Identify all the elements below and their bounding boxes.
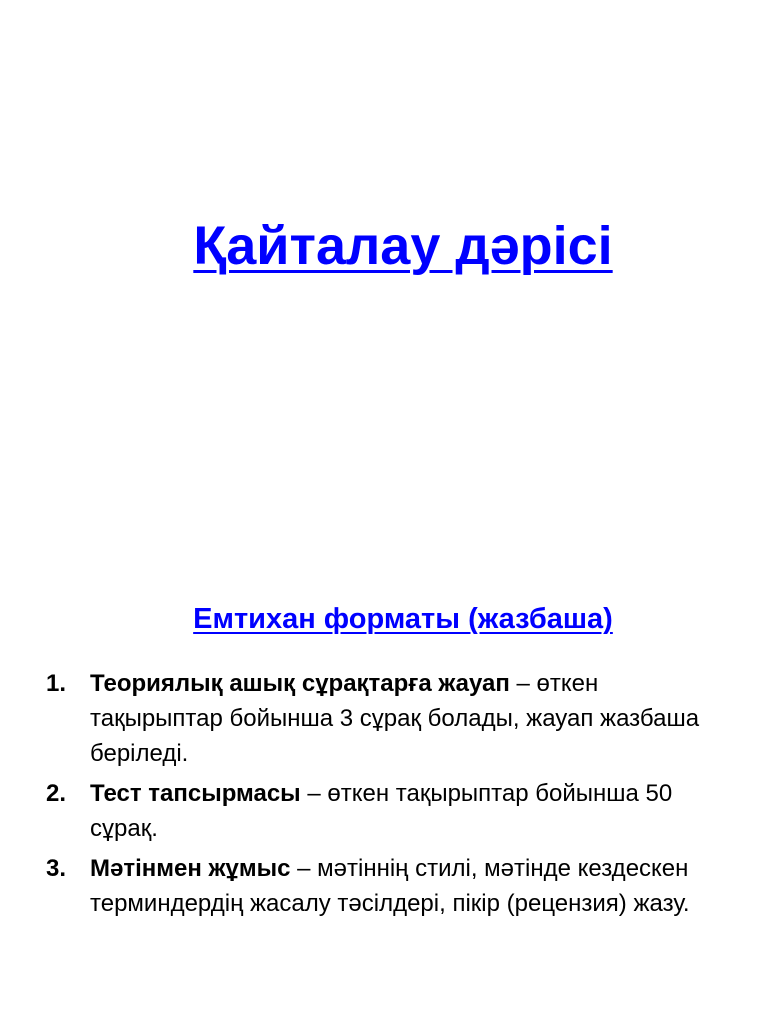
exam-format-heading: Емтихан форматы (жазбаша)	[193, 603, 613, 635]
list-item-number: 1.	[46, 670, 67, 697]
list-item	[46, 776, 736, 846]
list-item-number: 3.	[46, 855, 67, 882]
page-title: Қайталау дәрісі	[193, 216, 613, 276]
list-item	[46, 666, 736, 771]
list-item-heading: Теориялық ашық сұрақтарға жауап	[90, 670, 510, 697]
list-item-heading: Мәтінмен жұмыс	[90, 855, 291, 882]
list-item	[46, 851, 736, 921]
list-item-text: – өткен тақырыптар бойынша 50 сұрақ.	[90, 780, 673, 842]
exam-format-list	[46, 666, 736, 926]
list-item-heading: Тест тапсырмасы	[90, 780, 301, 807]
list-item-number: 2.	[46, 780, 67, 807]
list-item-text: – мәтіннің стилі, мәтінде кездескен терминдердің жасалу тәсілдері, пікір (рецензия) жазу.	[90, 855, 690, 917]
list-item-text: – өткен тақырыптар бойынша 3 сұрақ болады, жауап жазбаша беріледі.	[90, 670, 700, 767]
